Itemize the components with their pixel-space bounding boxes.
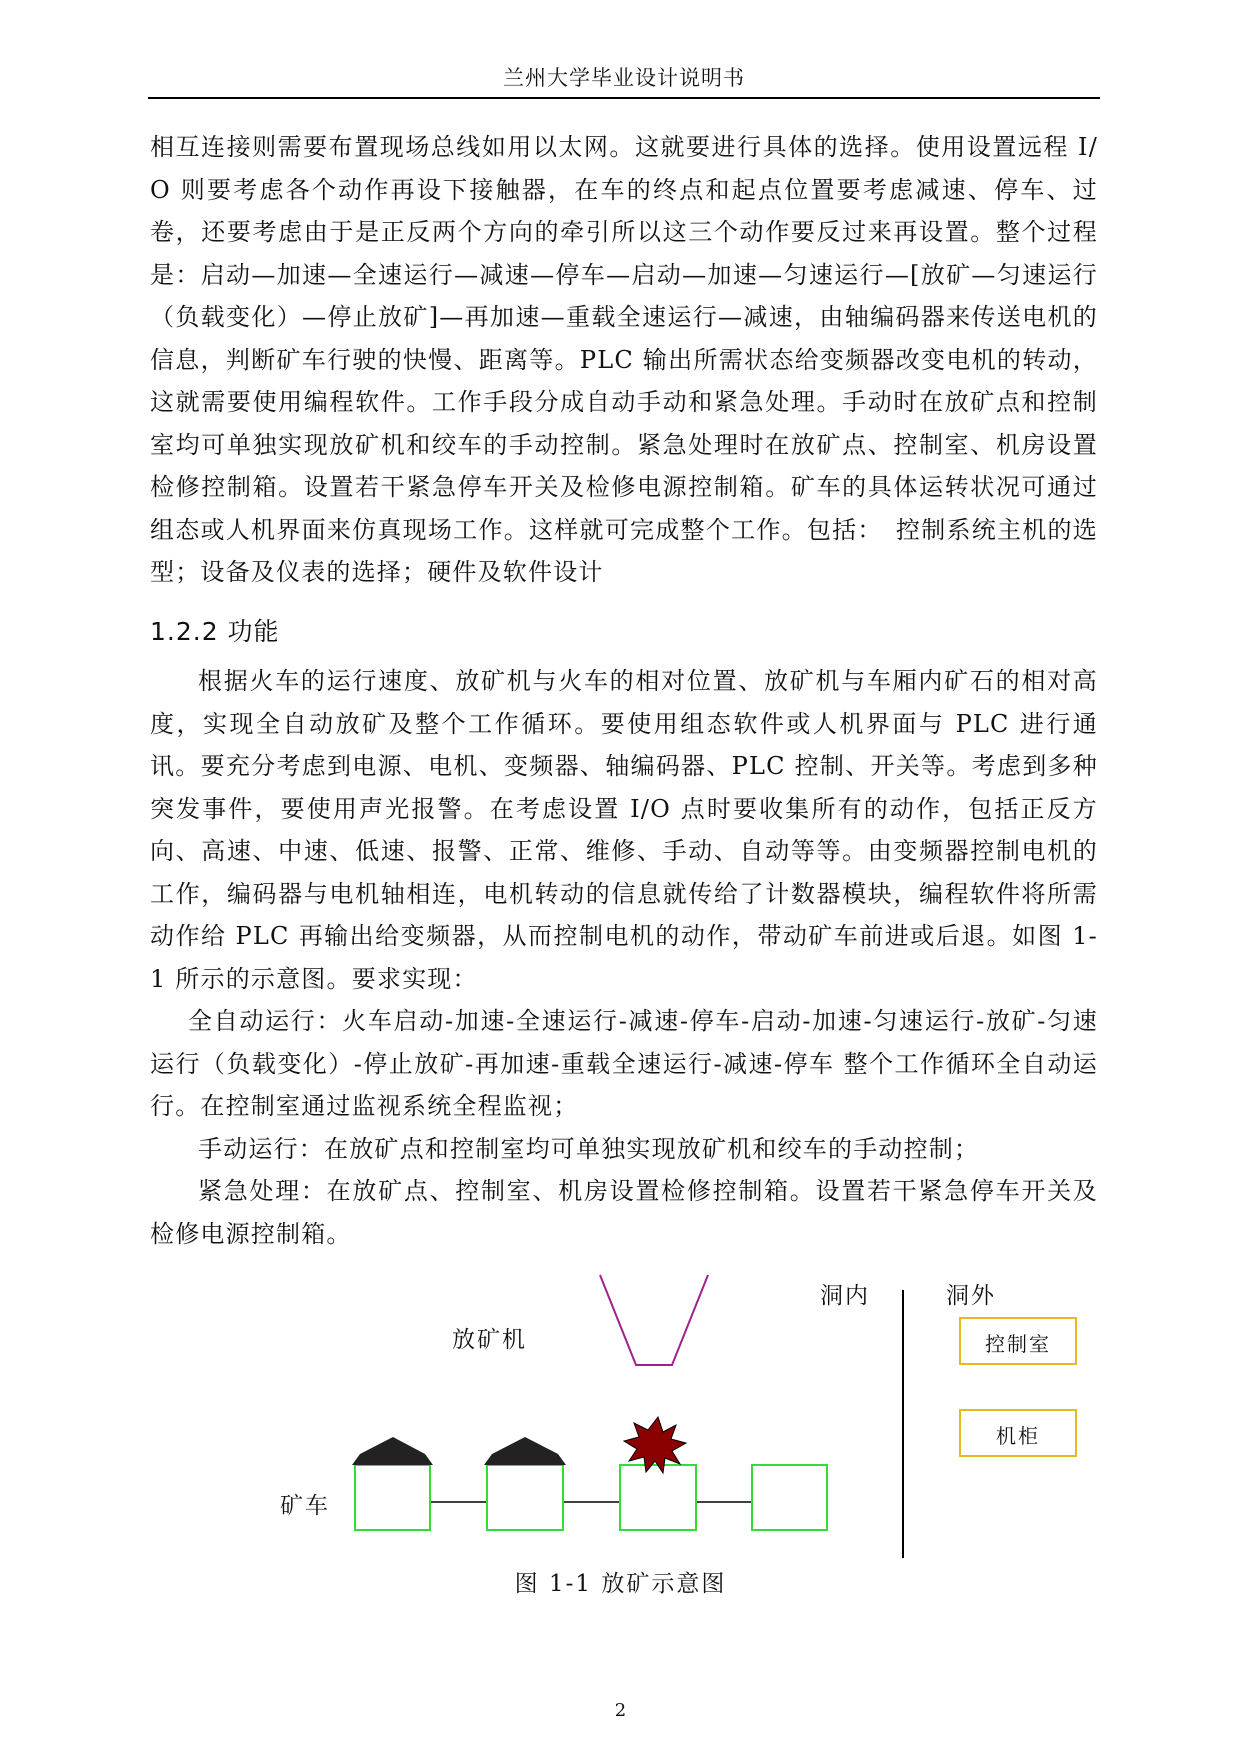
label-outside-tunnel: 洞外 xyxy=(946,1283,996,1309)
label-inside-tunnel: 洞内 xyxy=(820,1283,870,1309)
label-ore-machine: 放矿机 xyxy=(452,1327,527,1353)
paragraph-text: 相互连接则需要布置现场总线如用以太网。这就要进行具体的选择。使用设置远程 I/O 则要考虑各个动作再设下接触器，在车的终点和起点位置要考虑减速、停车、过卷，还要考虑由于是正反两个方向的牵引所以这三个动作要反过来再设置。整个过程是：启动—加速—全速运行—减速—停车—启动—加速—匀速运行—[放矿—匀速运行（负载变化）—停止放矿]—再加速—重载全速运行—减速，由轴编码器来传送电机的信息，判断矿车行驶的快慢、距离等。PLC 输出所需状态给变频器改变电机的转动，这就需要使用编程软件。工作手段分成自动手动和紧急处理。手动时在放矿点和控制室均可单独实现放矿机和绞车的手动控制。紧急处理时在放矿点、控制室、机房设置检修控制箱。设置若干紧急停车开关及检修电源控制箱。矿车的具体运转状况可通过组态或人机界面来仿真现场工作。这样就可完成整个工作。包括： 控制系统主机的选型；设备及仪表的选择；硬件及软件设计 xyxy=(150,133,1098,586)
ore-car xyxy=(620,1465,696,1530)
paragraph-function-intro: 根据火车的运行速度、放矿机与火车的相对位置、放矿机与车厢内矿石的相对高度，实现全自动放矿及整个工作循环。要使用组态软件或人机界面与 PLC 进行通讯。要充分考虑到电源、电机、变频器、轴编码器、PLC 控制、开关等。考虑到多种突发事件，要使用声光报警。在考虑设置 I/O 点时要收集所有的动作，包括正反方向、高速、中速、低速、报警、正常、维修、手动、自动等等。由变频器控制电机的工作，编码器与电机轴相连，电机转动的信息就传给了计数器模块，编程软件将所需动作给 PLC 再输出给变频器，从而控制电机的动作，带动矿车前进或后退。如图 1-1 所示的示意图。要求实现： xyxy=(150,667,1098,993)
page-header: 兰州大学毕业设计说明书 xyxy=(503,66,745,90)
paragraph-auto-run: 全自动运行：火车启动-加速-全速运行-减速-停车-启动-加速-匀速运行-放矿-匀速运行（负载变化）-停止放矿-再加速-重载全速运行-减速-停车 整个工作循环全自动运行。在控制室通过监视系统全程监视； xyxy=(150,1007,1098,1120)
ore-car xyxy=(752,1465,827,1530)
ore-pile xyxy=(484,1437,566,1465)
ore-car xyxy=(487,1465,563,1530)
hopper-shape xyxy=(600,1275,708,1365)
paragraph-emergency: 紧急处理：在放矿点、控制室、机房设置检修控制箱。设置若干紧急停车开关及检修电源控制箱。 xyxy=(150,1177,1098,1248)
paragraph-manual-run: 手动运行：在放矿点和控制室均可单独实现放矿机和绞车的手动控制； xyxy=(198,1134,980,1163)
label-ore-cars: 矿车 xyxy=(280,1493,330,1519)
label-cabinet: 机柜 xyxy=(996,1424,1040,1448)
body-paragraph-continued xyxy=(150,126,1098,594)
page-number: 2 xyxy=(614,1700,627,1721)
ore-pile xyxy=(352,1437,433,1465)
ore-car xyxy=(355,1465,430,1530)
label-control-room: 控制室 xyxy=(985,1332,1051,1356)
header-rule xyxy=(148,97,1100,99)
section-heading: 1.2.2 功能 xyxy=(150,617,280,646)
figure-caption: 图 1-1 放矿示意图 xyxy=(514,1571,727,1597)
section-body xyxy=(150,660,1098,1255)
